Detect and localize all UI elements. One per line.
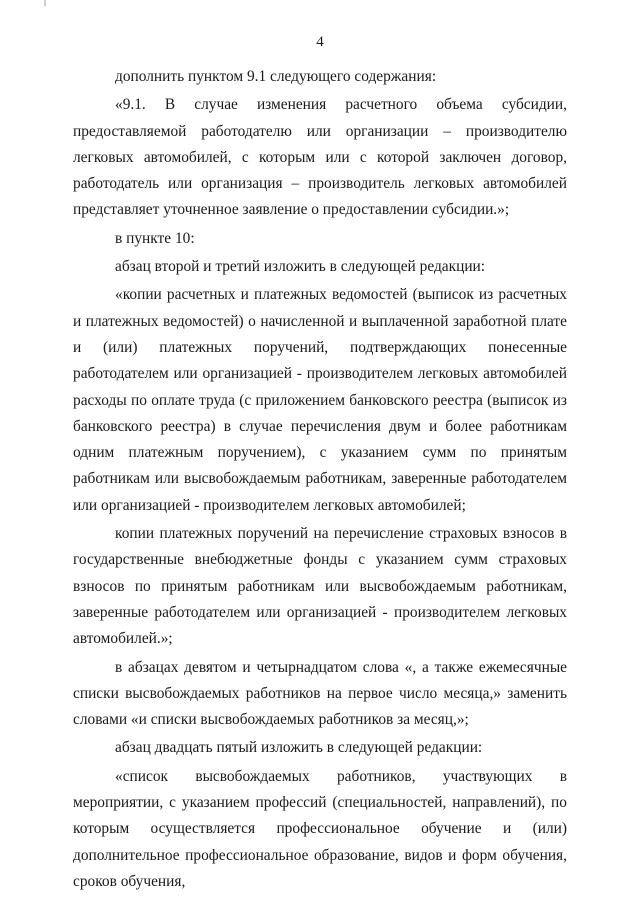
paragraph-abzac-2-3-intro: абзац второй и третий изложить в следующей редакции:: [115, 258, 486, 276]
document-body: [73, 64, 567, 897]
page-number: 4: [316, 34, 324, 50]
paragraph-clause-9-1: «9.1. В случае изменения расчетного объема субсидии, предоставляемой работодателю или организации – производителю легковых автомобилей, с которым или с которой заключен договор, работодатель или организация – производитель легковых автомобилей представляет уточненное заявление о предоставлении субсидии.»;: [73, 96, 567, 219]
paragraph-abzac-25-intro: абзац двадцать пятый изложить в следующей редакции:: [115, 739, 483, 757]
paragraph-payroll-copies: «копии расчетных и платежных ведомостей (выписок из расчетных и платежных ведомостей) о начисленной и выплаченной заработной плате и (или) платежных поручений, подтверждающих понесенные работодателем или организацией - производителем легковых автомобилей расходы по оплате труда (с приложением банковского реестра (выписок из банковского реестра) в случае перечисления двум и более работникам одним платежным поручением), с указанием сумм по принятым работникам или высвобождаемым работникам, заверенные работодателем или организацией - производителем легковых автомобилей;: [73, 286, 567, 514]
paragraph-worker-list: «список высвобождаемых работников, участвующих в мероприятии, с указанием профессий (специальностей, направлений), по которым осуществляется профессиональное обучение и (или) дополнительное профессиональное образование, видов и форм обучения, сроков обучения,: [73, 767, 567, 890]
paragraph-clause-10-intro: в пункте 10:: [115, 229, 195, 247]
scan-mark: [44, 0, 46, 6]
paragraph-abzac-9-14: в абзацах девятом и четырнадцатом слова «, а также ежемесячные списки высвобождаемых работников на первое число месяца,» заменить словами «и списки высвобождаемых работников за месяц,»;: [73, 658, 567, 729]
paragraph-insurance-copies: копии платежных поручений на перечисление страховых взносов в государственные внебюджетные фонды с указанием сумм страховых взносов по принятым работникам или высвобождаемым работникам, заверенные работодателем или организацией - производителем легковых автомобилей.»;: [73, 525, 567, 648]
paragraph-amendment-intro: дополнить пунктом 9.1 следующего содержания:: [115, 68, 437, 85]
